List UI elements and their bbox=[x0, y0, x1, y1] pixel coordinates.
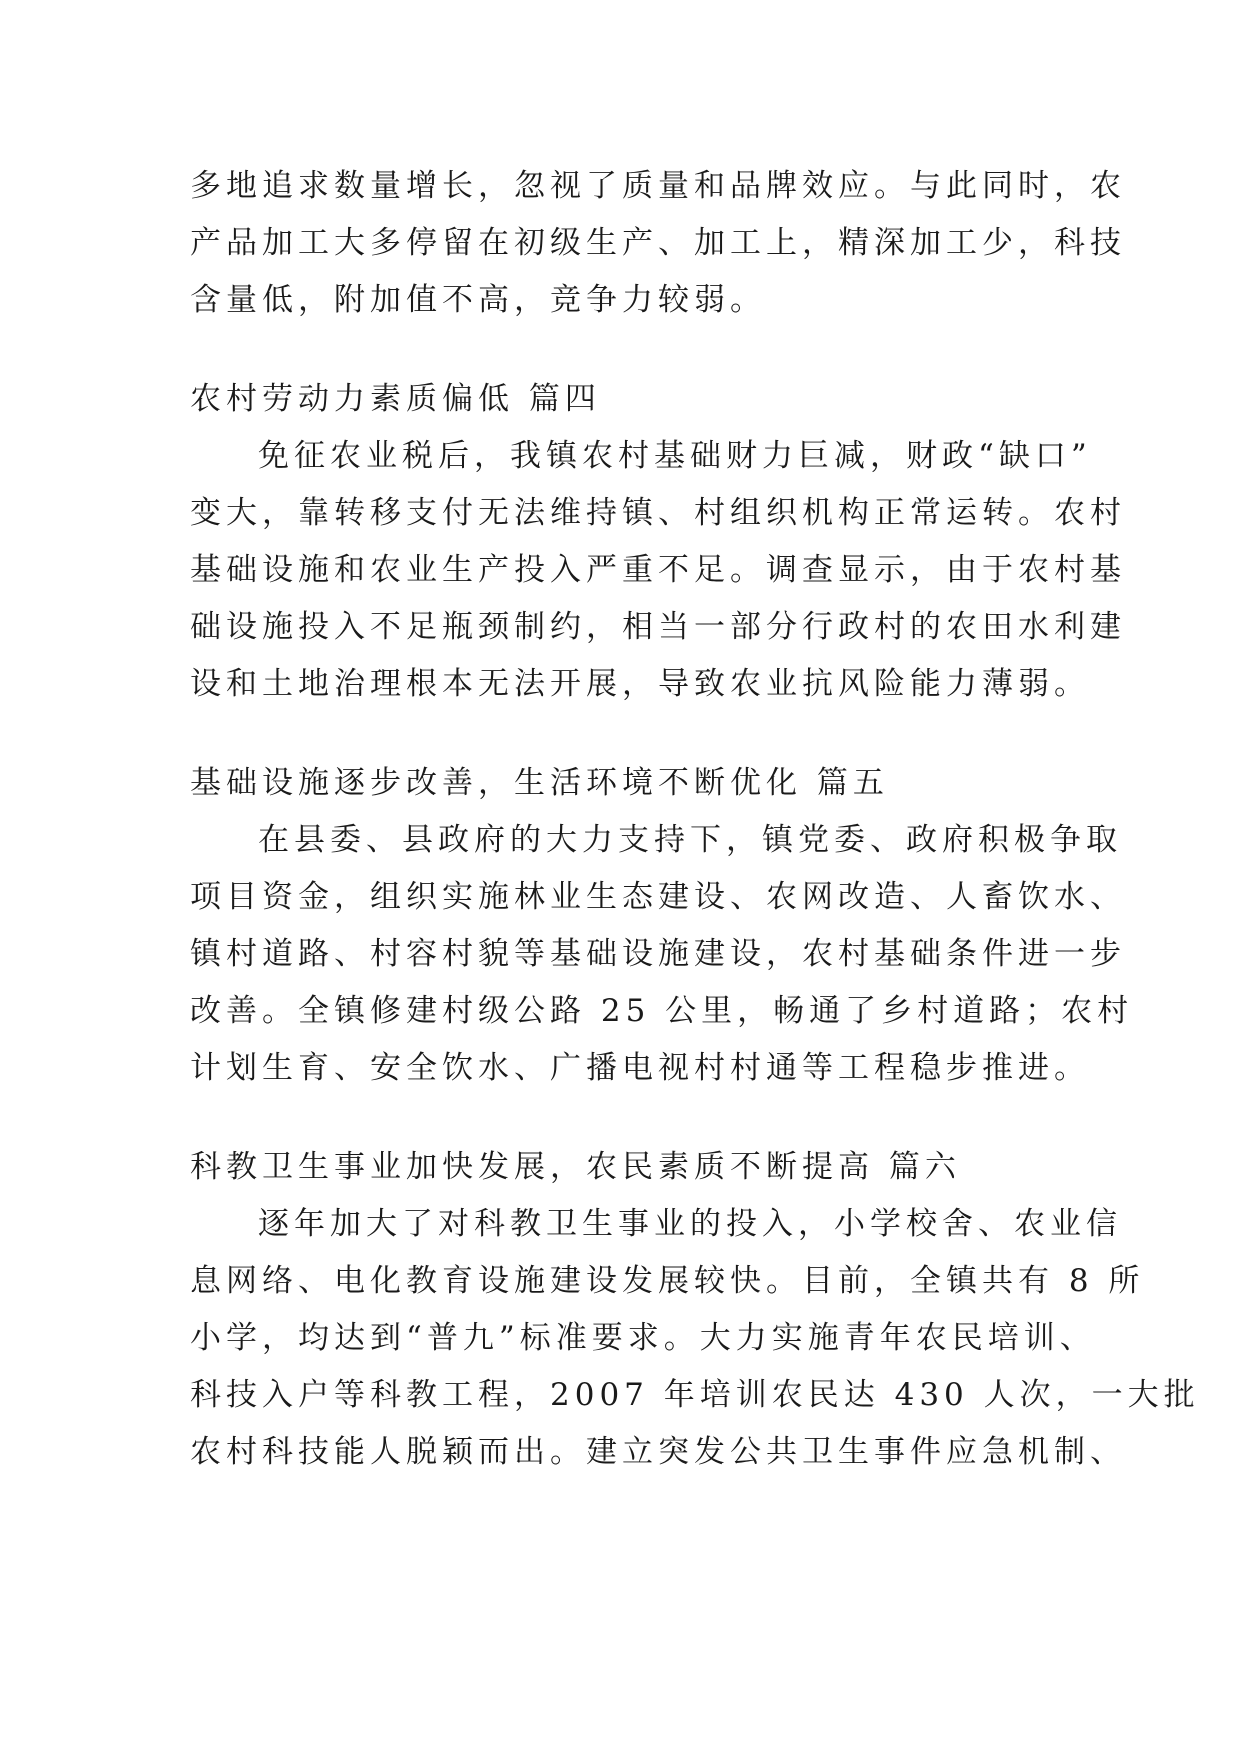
section-4 bbox=[190, 371, 1126, 713]
section-6 bbox=[190, 1139, 1200, 1481]
section-heading: 农村劳动力素质偏低 篇四 bbox=[190, 381, 601, 417]
text-line: 变大，靠转移支付无法维持镇、村组织机构正常运转。农村 bbox=[190, 495, 1126, 531]
text-line: 免征农业税后，我镇农村基础财力巨减，财政“缺口” bbox=[258, 438, 1092, 474]
text-line: 计划生育、安全饮水、广播电视村村通等工程稳步推进。 bbox=[190, 1050, 1090, 1086]
text-line: 改善。全镇修建村级公路 25 公里，畅通了乡村道路；农村 bbox=[190, 993, 1134, 1029]
text-line: 逐年加大了对科教卫生事业的投入，小学校舍、农业信 bbox=[258, 1206, 1122, 1242]
text-line: 科技入户等科教工程，2007 年培训农民达 430 人次，一大批 bbox=[190, 1377, 1200, 1413]
text-line: 小学，均达到“普九”标准要求。大力实施青年农民培训、 bbox=[190, 1320, 1096, 1356]
section-heading: 基础设施逐步改善，生活环境不断优化 篇五 bbox=[190, 765, 889, 801]
text-line: 基础设施和农业生产投入严重不足。调查显示，由于农村基 bbox=[190, 552, 1126, 588]
text-line: 镇村道路、村容村貌等基础设施建设，农村基础条件进一步 bbox=[190, 936, 1126, 972]
text-line: 含量低，附加值不高，竞争力较弱。 bbox=[190, 282, 766, 318]
text-line: 设和土地治理根本无法开展，导致农业抗风险能力薄弱。 bbox=[190, 666, 1090, 702]
text-line: 项目资金，组织实施林业生态建设、农网改造、人畜饮水、 bbox=[190, 879, 1126, 915]
section-5 bbox=[190, 755, 1134, 1097]
text-line: 息网络、电化教育设施建设发展较快。目前，全镇共有 8 所 bbox=[190, 1263, 1145, 1299]
text-line: 在县委、县政府的大力支持下，镇党委、政府积极争取 bbox=[258, 822, 1122, 858]
text-line: 产品加工大多停留在初级生产、加工上，精深加工少，科技 bbox=[190, 225, 1126, 261]
text-line: 农村科技能人脱颖而出。建立突发公共卫生事件应急机制、 bbox=[190, 1434, 1126, 1470]
text-line: 多地追求数量增长，忽视了质量和品牌效应。与此同时，农 bbox=[190, 168, 1126, 204]
text-line: 础设施投入不足瓶颈制约，相当一部分行政村的农田水利建 bbox=[190, 609, 1126, 645]
section-heading: 科教卫生事业加快发展，农民素质不断提高 篇六 bbox=[190, 1149, 961, 1185]
document-body bbox=[190, 158, 1200, 1481]
paragraph-continuation bbox=[190, 158, 1126, 329]
